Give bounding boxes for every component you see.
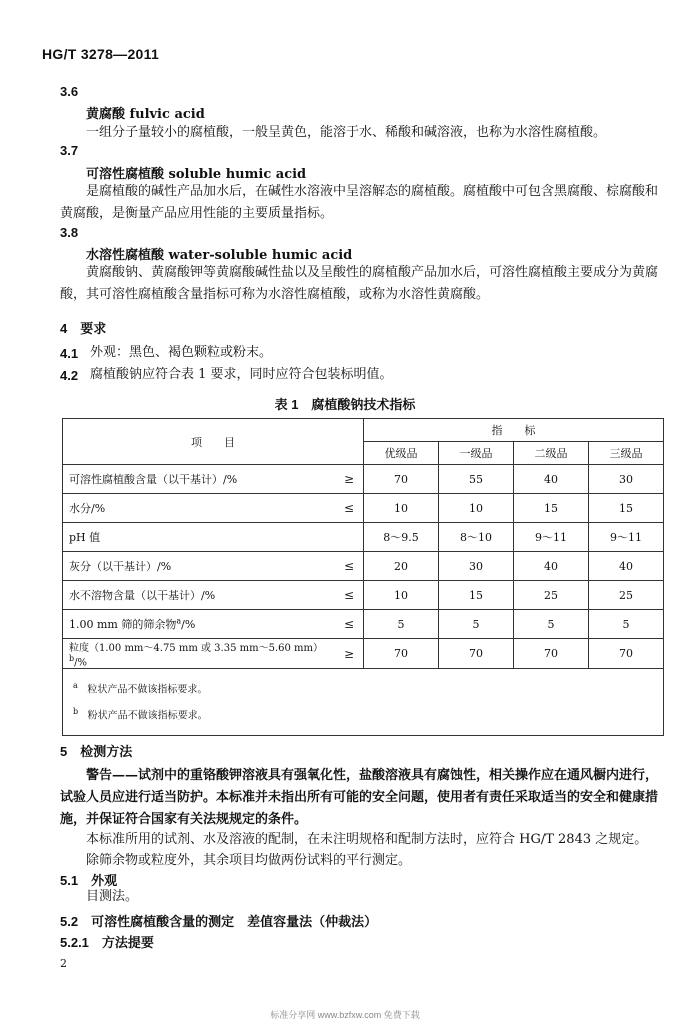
grade-superior: 优级品	[364, 442, 439, 465]
row-symbol: ≤	[335, 610, 364, 639]
note-a	[73, 675, 653, 700]
cell: 30	[589, 465, 664, 494]
cell: 70	[589, 639, 664, 669]
row-name	[63, 639, 336, 669]
table-row	[63, 523, 664, 552]
row-name: 水不溶物含量（以干基计）/%	[63, 581, 336, 610]
clause-3-7-term: 可溶性腐植酸 soluble humic acid	[86, 167, 307, 182]
cell: 10	[439, 494, 514, 523]
section-4-heading: 4 要求	[60, 321, 107, 336]
watermark: 标准分享网 www.bzfxw.com 免费下载	[270, 1010, 420, 1020]
row-name: 可溶性腐植酸含量（以干基计）/%	[63, 465, 336, 494]
note-a-mark: a	[73, 681, 78, 691]
row-name-unit: /%	[181, 618, 196, 631]
cell: 8～9.5	[364, 523, 439, 552]
row-name: pH 值	[63, 523, 336, 552]
table-row	[63, 552, 664, 581]
cell: 15	[439, 581, 514, 610]
clause-5-1-heading: 5.1 外观	[60, 873, 118, 888]
row-symbol: ≥	[335, 465, 364, 494]
row-name: 灰分（以干基计）/%	[63, 552, 336, 581]
section-5-paragraph-1: 本标准所用的试剂、水及溶液的配制，在未注明规格和配制方法时，应符合 HG/T 2843 之规定。	[86, 832, 648, 847]
cell: 10	[364, 581, 439, 610]
technical-index-table	[62, 418, 664, 736]
warning-text: 警告——试剂中的重铬酸钾溶液具有强氧化性，盐酸溶液具有腐蚀性，相关操作应在通风橱内进行，试验人员应进行适当防护。本标准并未指出所有可能的安全问题，使用者有责任采取适当的安全和健康措施，并保证符合国家有关法规规定的条件。	[60, 768, 659, 827]
note-a-text: 粒状产品不做该指标要求。	[87, 684, 208, 696]
cell: 70	[439, 639, 514, 669]
row-symbol: ≥	[335, 639, 364, 669]
cell: 55	[439, 465, 514, 494]
footnote-ref-a: a	[176, 616, 182, 626]
page-number: 2	[60, 957, 67, 970]
cell: 40	[514, 465, 589, 494]
clause-5-1-text: 目测法。	[86, 889, 139, 904]
row-symbol: ≤	[335, 552, 364, 581]
clause-5-2-1-heading: 5.2.1 方法提要	[60, 935, 154, 950]
clause-3-8-term: 水溶性腐植酸 water-soluble humic acid	[86, 248, 353, 263]
header-item: 项 目	[63, 419, 364, 465]
clause-4-2-number: 4.2	[60, 368, 79, 383]
cell: 70	[364, 465, 439, 494]
cell: 30	[439, 552, 514, 581]
section-5-paragraph-2: 除筛余物或粒度外，其余项目均做两份试料的平行测定。	[86, 853, 412, 868]
cell: 5	[364, 610, 439, 639]
grade-first: 一级品	[439, 442, 514, 465]
clause-3-6-term: 黄腐酸 fulvic acid	[86, 107, 205, 122]
header-index: 指 标	[364, 419, 664, 442]
clause-3-7-number: 3.7	[60, 143, 79, 158]
cell: 5	[439, 610, 514, 639]
table-row	[63, 610, 664, 639]
row-name-unit: /%	[74, 657, 87, 669]
cell: 15	[589, 494, 664, 523]
standard-number: HG/T 3278—2011	[42, 46, 160, 62]
cell: 5	[514, 610, 589, 639]
cell: 40	[514, 552, 589, 581]
note-b	[73, 701, 653, 726]
clause-3-6-definition: 一组分子量较小的腐植酸，一般呈黄色，能溶于水、稀酸和碱溶液，也称为水溶性腐植酸。	[86, 125, 607, 140]
grade-third: 三级品	[589, 442, 664, 465]
cell: 9～11	[589, 523, 664, 552]
clause-4-1-number: 4.1	[60, 346, 79, 361]
clause-3-8-definition: 黄腐酸钠、黄腐酸钾等黄腐酸碱性盐以及呈酸性的腐植酸产品加水后，可溶性腐植酸主要成分为黄腐酸，其可溶性腐植酸含量指标可称为水溶性腐植酸，或称为水溶性黄腐酸。	[60, 265, 659, 302]
note-b-text: 粉状产品不做该指标要求。	[87, 709, 208, 721]
table-row	[63, 639, 664, 669]
cell: 20	[364, 552, 439, 581]
cell: 8～10	[439, 523, 514, 552]
clause-4-2-text: 腐植酸钠应符合表 1 要求，同时应符合包装标明值。	[90, 367, 393, 382]
clause-5-2-heading: 5.2 可溶性腐植酸含量的测定 差值容量法（仲裁法）	[60, 914, 378, 929]
table-1-caption: 表 1 腐植酸钠技术指标	[274, 397, 416, 412]
table-row	[63, 581, 664, 610]
row-name-text: 1.00 mm 筛的筛余物	[69, 618, 177, 631]
clause-4-1-text: 外观：黑色、褐色颗粒或粉末。	[90, 345, 273, 360]
row-name-text: 粒度（1.00 mm～4.75 mm 或 3.35 mm～5.60 mm）	[69, 643, 323, 654]
table-notes	[63, 669, 664, 736]
row-symbol: ≤	[335, 581, 364, 610]
clause-3-8-number: 3.8	[60, 225, 79, 240]
row-name: 水分/%	[63, 494, 336, 523]
row-symbol: ≤	[335, 494, 364, 523]
cell: 70	[514, 639, 589, 669]
section-5-heading: 5 检测方法	[60, 744, 133, 759]
note-b-mark: b	[73, 706, 79, 716]
cell: 25	[589, 581, 664, 610]
cell: 25	[514, 581, 589, 610]
cell: 40	[589, 552, 664, 581]
grade-second: 二级品	[514, 442, 589, 465]
table-row	[63, 494, 664, 523]
cell: 10	[364, 494, 439, 523]
cell: 70	[364, 639, 439, 669]
footnote-ref-b: b	[69, 654, 75, 663]
cell: 9～11	[514, 523, 589, 552]
cell: 5	[589, 610, 664, 639]
cell: 15	[514, 494, 589, 523]
table-row	[63, 465, 664, 494]
row-symbol	[335, 523, 364, 552]
clause-3-7-definition: 是腐植酸的碱性产品加水后，在碱性水溶液中呈溶解态的腐植酸。腐植酸中可包含黑腐酸、棕腐酸和黄腐酸，是衡量产品应用性能的主要质量指标。	[60, 184, 659, 221]
clause-3-6-number: 3.6	[60, 84, 79, 99]
row-name	[63, 610, 336, 639]
